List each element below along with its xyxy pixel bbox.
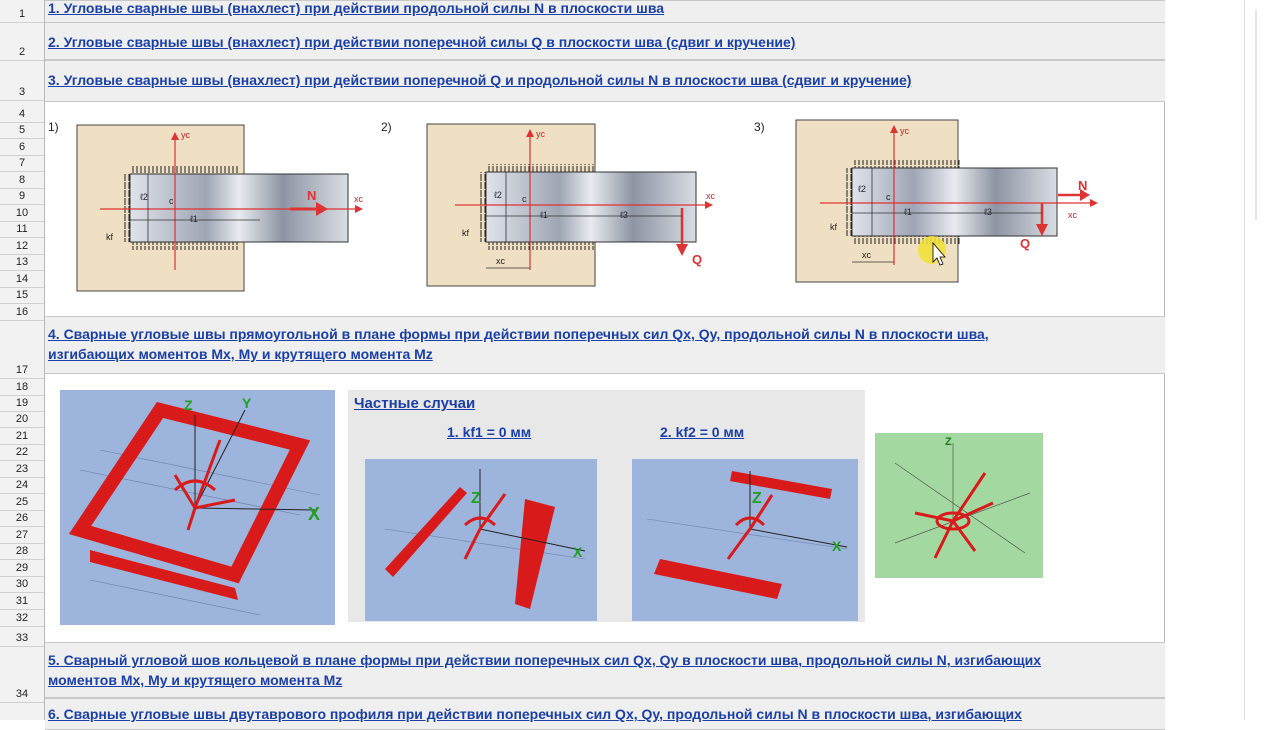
scrollbar-track[interactable]	[1255, 10, 1257, 220]
row-divider	[0, 204, 44, 205]
row-number[interactable]: 20	[15, 413, 29, 425]
row-divider	[0, 254, 44, 255]
case1-x-label: X	[573, 544, 583, 560]
row-divider	[0, 460, 44, 461]
row-number[interactable]: 16	[15, 306, 29, 318]
case2-x-label: X	[832, 538, 842, 554]
diagram-3-label: 3)	[754, 120, 765, 134]
row-divider	[0, 270, 44, 271]
xc-label-2: xc	[706, 191, 715, 201]
row-number[interactable]: 34	[15, 688, 29, 700]
row-divider	[0, 411, 44, 412]
row-divider	[0, 626, 44, 627]
special-cases-title: Частные случаи	[354, 395, 476, 412]
row-divider	[0, 138, 44, 139]
cursor-highlight	[918, 236, 946, 264]
weld-diagram-3	[790, 110, 1120, 300]
row-divider	[0, 171, 44, 172]
row-divider	[0, 303, 44, 304]
case-kf1-title: 1. kf1 = 0 мм	[447, 424, 532, 440]
row-divider	[0, 287, 44, 288]
l2-label-3: ℓ2	[858, 184, 866, 194]
green-z-label: Z	[945, 436, 952, 448]
row-divider	[0, 237, 44, 238]
row-number[interactable]: 3	[18, 86, 26, 98]
row-divider	[0, 188, 44, 189]
yc-label: yc	[181, 130, 190, 140]
heading-band-5	[45, 642, 1165, 698]
row-divider	[0, 221, 44, 222]
row-number[interactable]: 14	[15, 273, 29, 285]
kf-label-2: kf	[462, 228, 470, 238]
row-number[interactable]: 7	[18, 157, 26, 169]
l1-label: ℓ1	[190, 214, 198, 224]
row-divider	[0, 395, 44, 396]
row-divider	[0, 526, 44, 527]
row-number[interactable]: 9	[18, 190, 26, 202]
force-q-label-3: Q	[1020, 236, 1031, 251]
row-number[interactable]: 10	[15, 207, 29, 219]
centroid-label-2: c	[522, 194, 527, 204]
row-divider	[0, 510, 44, 511]
row-number[interactable]: 11	[16, 223, 28, 235]
row-number[interactable]: 28	[15, 545, 29, 557]
case-kf2-3d-image	[632, 459, 858, 621]
row-divider	[0, 592, 44, 593]
heading-link-4-line1[interactable]: 4. Сварные угловые швы прямоугольной в плане формы при действии поперечных сил Qx, Qy, продольной силы N в плоскости шва,	[48, 326, 989, 342]
row-number[interactable]: 21	[15, 430, 29, 442]
row-divider	[0, 609, 44, 610]
centroid-label: c	[169, 196, 174, 206]
heading-link-1[interactable]: 1. Угловые сварные швы (внахлест) при действии продольной силы N в плоскости шва	[48, 0, 665, 16]
row-number[interactable]: 5	[18, 124, 26, 136]
xc-dim-label-2: xc	[496, 256, 505, 266]
row-number[interactable]: 6	[18, 141, 26, 153]
heading-link-4-line2[interactable]: изгибающих моментов Mx, My и крутящего момента Mz	[48, 346, 433, 362]
row-divider	[0, 427, 44, 428]
row-number[interactable]: 17	[15, 364, 29, 376]
row-number[interactable]: 18	[15, 381, 29, 393]
weld-diagram-1	[60, 110, 370, 300]
heading-band-4	[45, 316, 1165, 374]
row-number[interactable]: 33	[15, 632, 29, 644]
heading-link-6[interactable]: 6. Сварные угловые швы двутаврового профиля при действии поперечных сил Qx, Qy, продольной силы N в плоскости шва, изгибающих	[48, 706, 1022, 722]
centroid-label-3: c	[886, 192, 891, 202]
row-number[interactable]: 22	[15, 446, 29, 458]
heading-link-5-line2[interactable]: моментов Mx, My и крутящего момента Mz	[48, 672, 343, 688]
rectangular-weld-3d-image	[60, 390, 335, 625]
row-divider	[0, 378, 44, 379]
row-number[interactable]: 26	[15, 512, 29, 524]
row-divider	[0, 543, 44, 544]
circular-weld-3d-image	[875, 433, 1043, 578]
row-number[interactable]: 31	[15, 595, 29, 607]
row-number[interactable]: 32	[15, 612, 29, 624]
force-n-label: N	[307, 188, 317, 203]
z-axis-label: Z	[184, 397, 193, 413]
row-divider	[0, 646, 44, 647]
row-divider	[0, 100, 44, 101]
row-number[interactable]: 13	[15, 256, 29, 268]
y-axis-label: Y	[242, 395, 252, 411]
case-kf1-3d-image	[365, 459, 597, 621]
case2-z-label: Z	[752, 490, 762, 507]
row-divider	[0, 155, 44, 156]
xc-label-3: xc	[1068, 210, 1077, 220]
heading-link-2[interactable]: 2. Угловые сварные швы (внахлест) при действии поперечной силы Q в плоскости шва (сдвиг и кручение)	[48, 34, 796, 50]
yc-label-2: yc	[536, 129, 545, 139]
row-number[interactable]: 24	[15, 479, 29, 491]
row-number[interactable]: 29	[15, 562, 29, 574]
x-axis-label: X	[308, 504, 321, 524]
row-number[interactable]: 4	[18, 108, 26, 120]
row-number[interactable]: 25	[15, 496, 29, 508]
heading-link-5-line1[interactable]: 5. Сварный угловой шов кольцевой в плане формы при действии поперечных сил Qx, Qy в плоскости шва, продольной силы N, изгибающих	[48, 652, 1042, 668]
row-divider	[0, 576, 44, 577]
weld-diagram-2	[420, 110, 730, 300]
row-divider	[0, 60, 44, 61]
row-number[interactable]: 19	[15, 397, 29, 409]
row-divider	[0, 559, 44, 560]
l2-label-2: ℓ2	[494, 190, 502, 200]
xc-dim-label-3: xc	[862, 250, 871, 260]
row-divider	[0, 493, 44, 494]
l3-label-2: ℓ3	[620, 210, 628, 220]
l2-label: ℓ2	[140, 192, 148, 202]
xc-label: xc	[354, 194, 363, 204]
row-divider	[0, 320, 44, 321]
row-divider	[0, 444, 44, 445]
l1-label-3: ℓ1	[904, 207, 912, 217]
row-divider	[0, 122, 44, 123]
force-n-label-3: N	[1078, 178, 1088, 193]
yc-label-3: yc	[900, 126, 909, 136]
l1-label-2: ℓ1	[540, 210, 548, 220]
diagram-1-label: 1)	[48, 120, 59, 134]
heading-link-3[interactable]: 3. Угловые сварные швы (внахлест) при действии поперечной Q и продольной силы N в плоскости шва (сдвиг и кручение)	[48, 72, 912, 88]
kf-label-3: kf	[830, 222, 838, 232]
row-number[interactable]: 27	[15, 529, 29, 541]
row-number[interactable]: 23	[15, 463, 29, 475]
force-q-label: Q	[692, 252, 703, 267]
kf-label: kf	[106, 232, 114, 242]
case1-z-label: Z	[471, 490, 481, 507]
row-divider	[0, 22, 44, 23]
row-number[interactable]: 15	[15, 289, 29, 301]
case-kf2-title: 2. kf2 = 0 мм	[660, 424, 745, 440]
row-number[interactable]: 2	[18, 46, 26, 58]
row-divider	[0, 702, 44, 703]
right-scroll-area[interactable]	[1244, 0, 1280, 720]
row-divider	[0, 477, 44, 478]
row-number[interactable]: 1	[18, 8, 26, 20]
l3-label-3: ℓ3	[984, 207, 992, 217]
row-number[interactable]: 12	[15, 240, 29, 252]
row-number[interactable]: 30	[15, 578, 29, 590]
row-number[interactable]: 8	[18, 174, 26, 186]
diagram-2-label: 2)	[381, 120, 392, 134]
